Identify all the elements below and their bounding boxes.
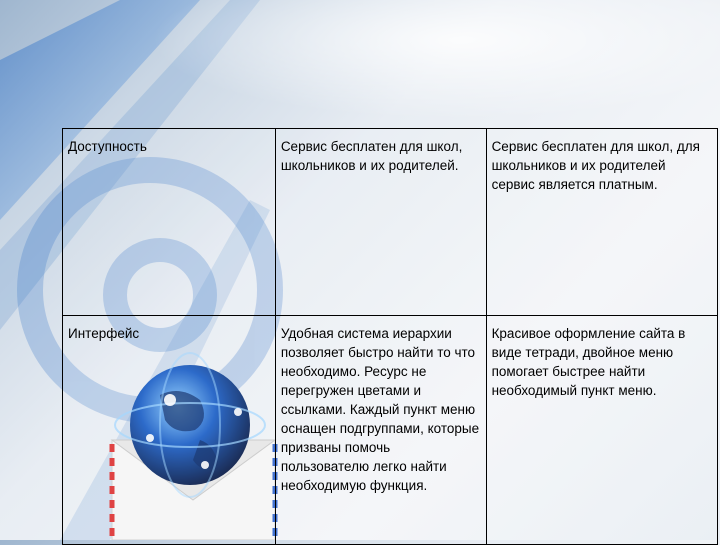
service-a-cell: Удобная система иерархии позволяет быстро найти то что необходимо. Ресурс не перегружен цветами и ссылками. Каждый пункт меню оснащен подгруппами, которые призваны помочь пользователю легко найти необходимую функция.	[275, 316, 486, 545]
criterion-cell: Доступность	[63, 129, 276, 316]
service-b-cell: Сервис бесплатен для школ, для школьников и их родителей сервис является платным.	[486, 129, 717, 316]
comparison-table	[62, 128, 718, 545]
table-row	[63, 316, 718, 545]
service-a-cell: Сервис бесплатен для школ, школьников и их родителей.	[275, 129, 486, 316]
table-row	[63, 129, 718, 316]
top-glow	[150, 0, 720, 120]
service-b-cell: Красивое оформление сайта в виде тетради, двойное меню помогает быстрее найти необходимый пункт меню.	[486, 316, 717, 545]
criterion-cell: Интерфейс	[63, 316, 276, 545]
